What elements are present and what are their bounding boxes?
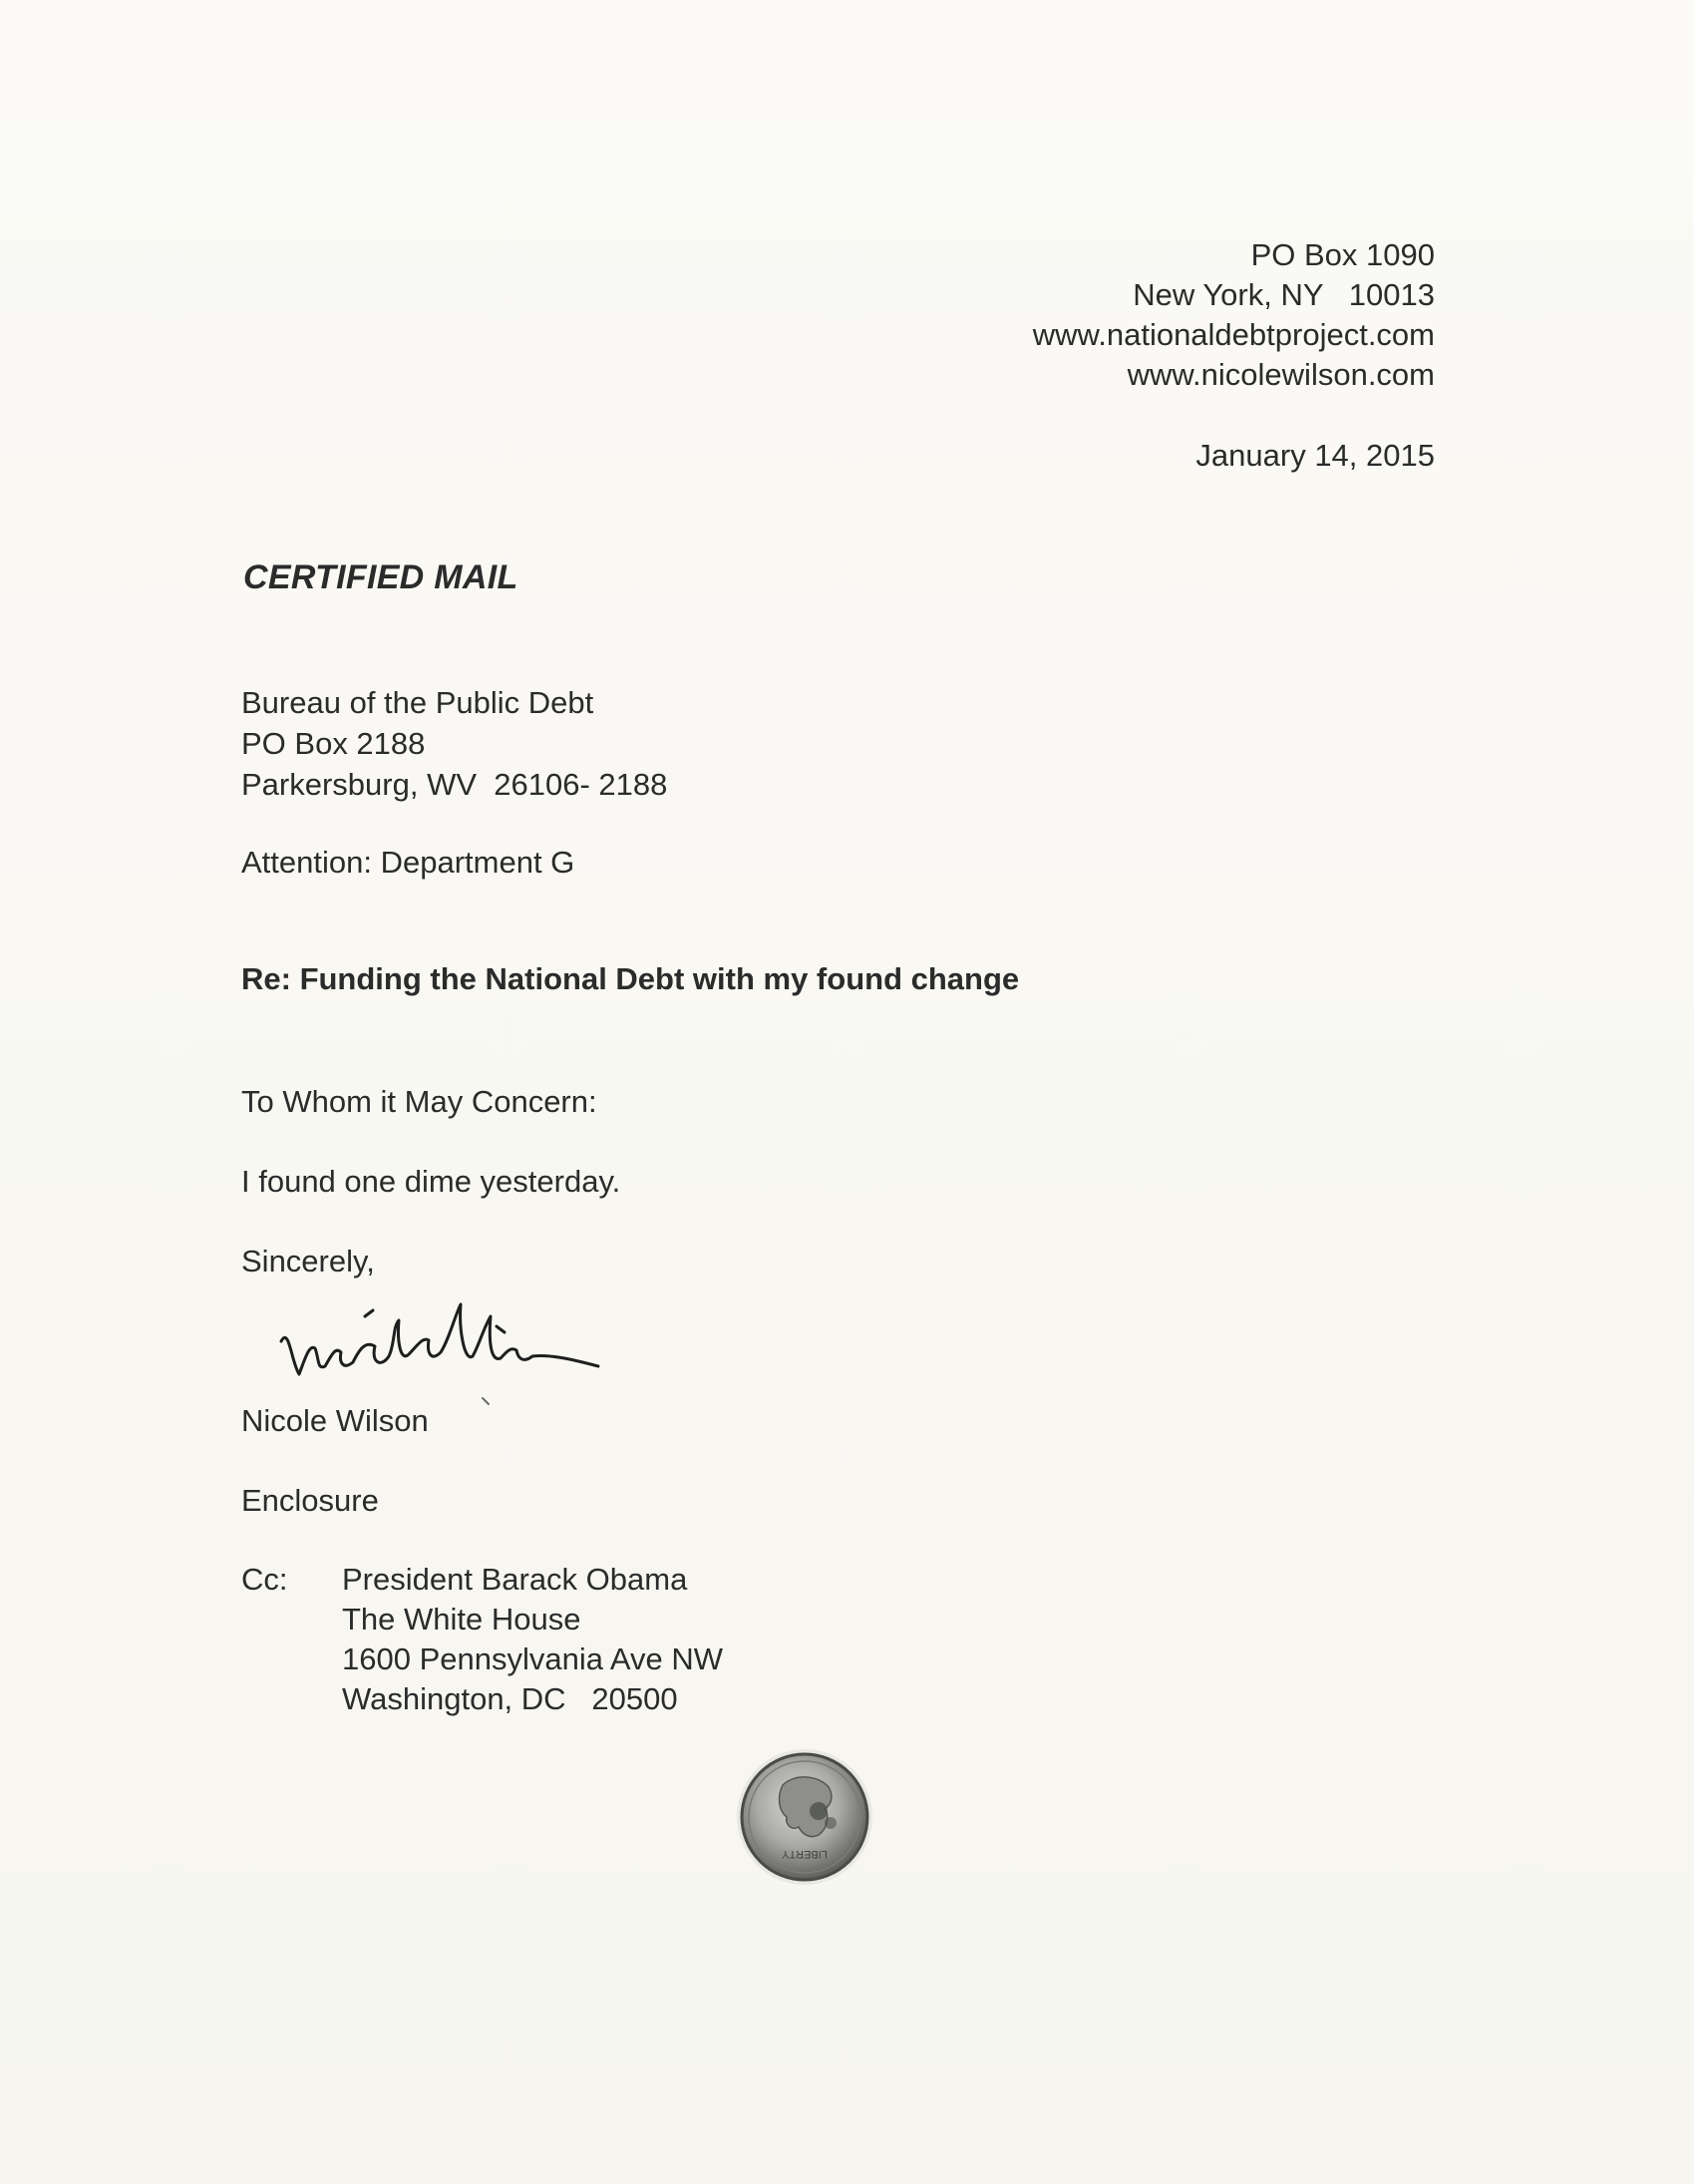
cc-label: Cc: — [241, 1562, 288, 1597]
sender-city: New York, NY 10013 — [1133, 277, 1435, 312]
recipient-name: Bureau of the Public Debt — [241, 685, 594, 720]
cc-name: President Barack Obama — [342, 1562, 688, 1597]
recipient-city: Parkersburg, WV 26106- 2188 — [241, 767, 668, 802]
signature-icon — [269, 1267, 608, 1406]
sender-website-project: www.nationaldebtproject.com — [1032, 317, 1435, 352]
sender-address — [1033, 235, 1435, 395]
salutation: To Whom it May Concern: — [241, 1084, 597, 1119]
certified-mail-heading: CERTIFIED MAIL — [243, 558, 518, 596]
recipient-address — [241, 682, 667, 805]
cc-street: 1600 Pennsylvania Ave NW — [342, 1641, 723, 1676]
sender-website-personal: www.nicolewilson.com — [1127, 357, 1435, 392]
cc-city: Washington, DC 20500 — [342, 1681, 678, 1716]
closing: Sincerely, — [241, 1244, 375, 1278]
cc-organization: The White House — [342, 1602, 581, 1637]
attention-line: Attention: Department G — [241, 845, 575, 880]
enclosure-line: Enclosure — [241, 1483, 379, 1518]
signer-name: Nicole Wilson — [241, 1403, 429, 1438]
cc-address — [342, 1560, 723, 1719]
sender-po-box: PO Box 1090 — [1250, 237, 1435, 272]
dime-liberty-text: LIBERTY — [782, 1848, 828, 1860]
dime-coin-icon — [735, 1747, 874, 1887]
letter-date: January 14, 2015 — [1195, 438, 1435, 473]
subject-line: Re: Funding the National Debt with my found change — [241, 961, 1020, 996]
recipient-po-box: PO Box 2188 — [241, 726, 426, 761]
letter-body: I found one dime yesterday. — [241, 1164, 621, 1199]
